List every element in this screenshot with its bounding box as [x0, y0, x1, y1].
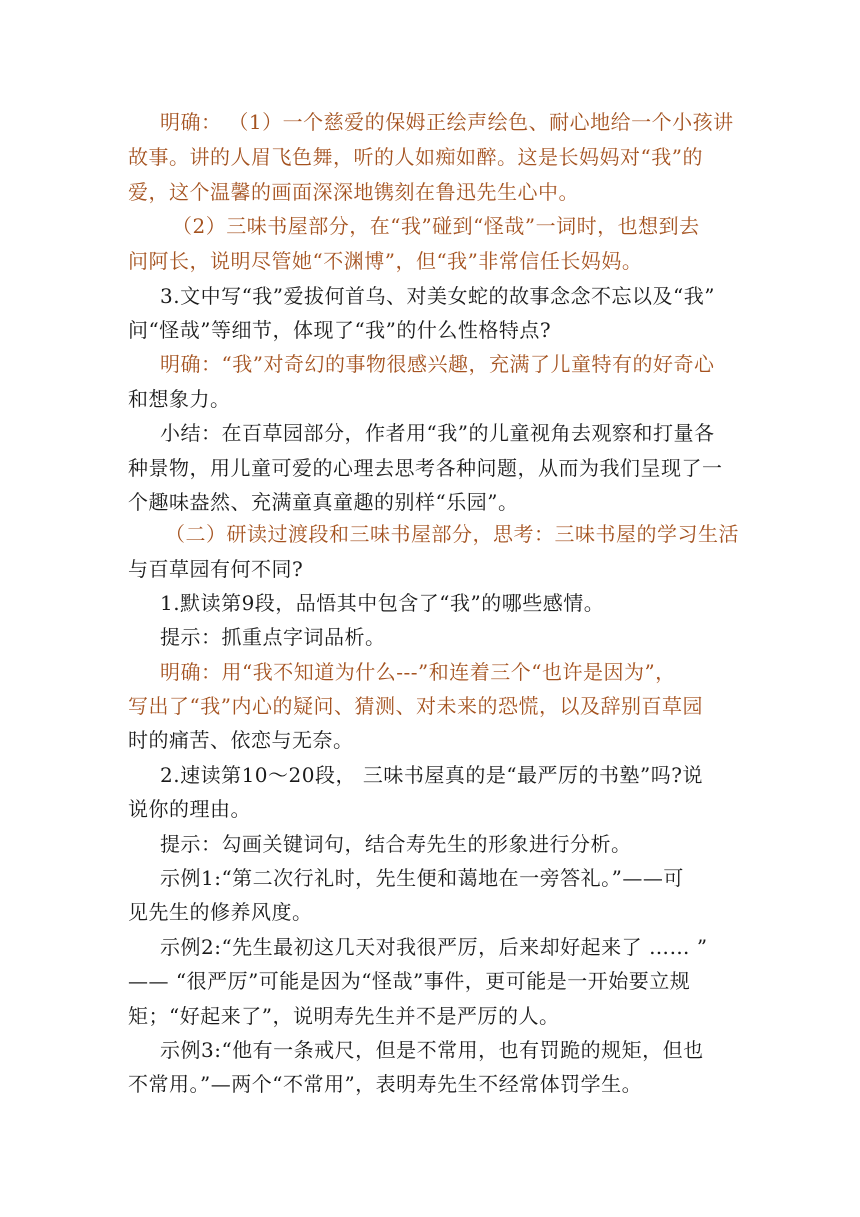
- question-line: 2.速读第10～20段， 三味书屋真的是“最严厉的书塾”吗?说: [160, 763, 704, 787]
- question-line: 3.文中写“我”爱拔何首乌、对美女蛇的故事念念不忘以及“我”: [160, 284, 715, 308]
- question-line: 1.默读第9段，品悟其中包含了“我”的哪些感情。: [160, 591, 605, 615]
- answer-line: 故事。讲的人眉飞色舞，听的人如痴如醉。这是长妈妈对“我”的: [128, 145, 703, 169]
- answer-line: 时的痛苦、依恋与无奈。: [128, 728, 354, 752]
- example-line: 不常用。”—两个“不常用”，表明寿先生不经常体罚学生。: [128, 1072, 643, 1096]
- example-line: 示例1:“第二次行礼时，先生便和蔼地在一旁答礼。”——可: [160, 866, 684, 890]
- answer-line: 爱，这个温馨的画面深深地镌刻在鲁迅先生心中。: [128, 180, 579, 204]
- summary-line: 个趣味盎然、充满童真童趣的别样“乐园”。: [128, 490, 519, 514]
- question-line: 说你的理由。: [128, 797, 251, 821]
- answer-line: （2）三味书屋部分，在“我”碰到“怪哉”一词时，也想到去: [172, 214, 700, 238]
- answer-line: 和想象力。: [128, 387, 231, 411]
- hint-line: 提示：抓重点字词品析。: [160, 625, 386, 649]
- answer-line: 写出了“我”内心的疑问、猜测、对未来的恐慌，以及辞别百草园: [128, 694, 703, 718]
- example-line: 矩；“好起来了”，说明寿先生并不是严厉的人。: [128, 1004, 560, 1028]
- example-line: 见先生的修养风度。: [128, 900, 313, 924]
- question-line: 问“怪哉”等细节，体现了“我”的什么性格特点?: [128, 318, 552, 342]
- answer-line: 问阿长，说明尽管她“不渊博”，但“我”非常信任长妈妈。: [128, 249, 643, 273]
- example-line: 示例2:“先生最初这几天对我很严厉，后来却好起来了 …… ”: [160, 935, 708, 959]
- answer-line: 明确： （1）一个慈爱的保姆正绘声绘色、耐心地给一个小孩讲: [160, 110, 734, 134]
- example-line: 示例3:“他有一条戒尺，但是不常用，也有罚跪的规矩，但也: [160, 1038, 704, 1062]
- summary-line: 小结：在百草园部分，作者用“我”的儿童视角去观察和打量各: [160, 421, 715, 445]
- section-heading-cont: 与百草园有何不同?: [128, 557, 304, 581]
- example-line: —— “很严厉”可能是因为“怪哉”事件，更可能是一开始要立规: [128, 969, 691, 993]
- answer-line: 明确：“我”对奇幻的事物很感兴趣，充满了儿童特有的好奇心: [160, 352, 715, 376]
- summary-line: 种景物，用儿童可爱的心理去思考各种问题，从而为我们呈现了一: [128, 456, 723, 480]
- answer-line: 明确：用“我不知道为什么---”和连着三个“也许是因为”，: [160, 660, 676, 684]
- hint-line: 提示：勾画关键词句，结合寿先生的形象进行分析。: [160, 832, 632, 856]
- section-heading: （二）研读过渡段和三味书屋部分，思考：三味书屋的学习生活: [165, 522, 739, 546]
